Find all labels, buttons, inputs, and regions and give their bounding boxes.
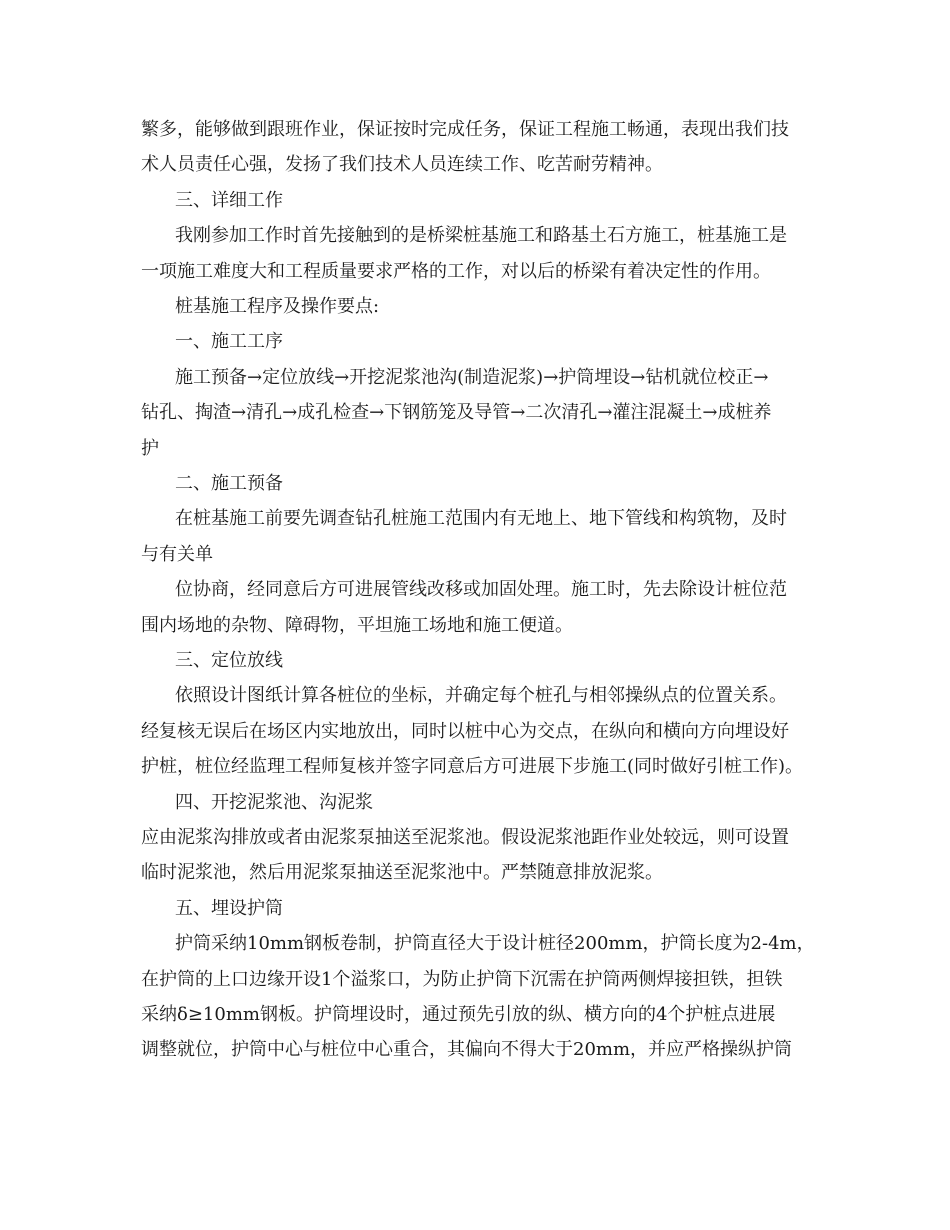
text-line: 三、定位放线 (175, 650, 283, 671)
text-line: 护 (141, 437, 159, 459)
text-line: 采纳δ≥10mm钢板。护筒埋设时，通过预先引放的纵、横方向的4个护桩点进展 (141, 1004, 776, 1025)
text-line: 我刚参加工作时首先接触到的是桥梁桩基施工和路基土石方施工，桩基施工是 (175, 225, 787, 247)
text-line: 护筒采纳10mm钢板卷制，护筒直径大于设计桩径200mm，护筒长度为2-4m， (175, 933, 815, 955)
text-line: 应由泥浆沟排放或者由泥浆泵抽送至泥浆池。假设泥浆池距作业处较远，则可设置 (141, 827, 789, 848)
text-line: 临时泥浆池，然后用泥浆泵抽送至泥浆池中。严禁随意排放泥浆。 (141, 862, 663, 884)
text-line: 二、施工预备 (175, 473, 283, 494)
text-line: 钻孔、掏渣→清孔→成孔检查→下钢筋笼及导管→二次清孔→灌注混凝土→成桩养 (141, 402, 772, 424)
text-line: 依照设计图纸计算各桩位的坐标，并确定每个桩孔与相邻操纵点的位置关系。 (175, 685, 787, 707)
text-line: 经复核无误后在场区内实地放出，同时以桩中心为交点，在纵向和横向方向埋设好 (141, 720, 789, 742)
text-line: 桩基施工程序及操作要点: (175, 296, 380, 317)
text-line: 一、施工工序 (175, 331, 283, 353)
text-line: 护桩，桩位经监理工程师复核并签字同意后方可进展下步施工(同时做好引桩工作)。 (141, 756, 804, 778)
text-line: 施工预备→定位放线→开挖泥浆池沟(制造泥浆)→护筒埋设→钻机就位校正→ (175, 366, 769, 388)
text-line: 与有关单 (141, 543, 213, 565)
text-line: 三、详细工作 (175, 189, 283, 211)
text-line: 术人员责任心强，发扬了我们技术人员连续工作、吃苦耐劳精神。 (141, 154, 663, 176)
text-line: 围内场地的杂物、障碍物，平坦施工场地和施工便道。 (141, 614, 573, 636)
text-line: 调整就位，护筒中心与桩位中心重合，其偏向不得大于20mm，并应严格操纵护筒 (141, 1039, 793, 1061)
text-line: 在桩基施工前要先调查钻孔桩施工范围内有无地上、地下管线和构筑物，及时 (175, 508, 787, 530)
text-line: 五、埋设护筒 (175, 897, 283, 919)
text-line: 繁多，能够做到跟班作业，保证按时完成任务，保证工程施工畅通，表现出我们技 (141, 119, 789, 140)
text-line: 在护筒的上口边缘开设1个溢浆口，为防止护筒下沉需在护筒两侧焊接担铁，担铁 (141, 968, 783, 990)
text-line: 位协商，经同意后方可进展管线改移或加固处理。施工时，先去除设计桩位范 (175, 579, 787, 601)
text-line: 四、开挖泥浆池、沟泥浆 (175, 791, 373, 813)
text-line: 一项施工难度大和工程质量要求严格的工作，对以后的桥梁有着决定性的作用。 (141, 260, 771, 282)
